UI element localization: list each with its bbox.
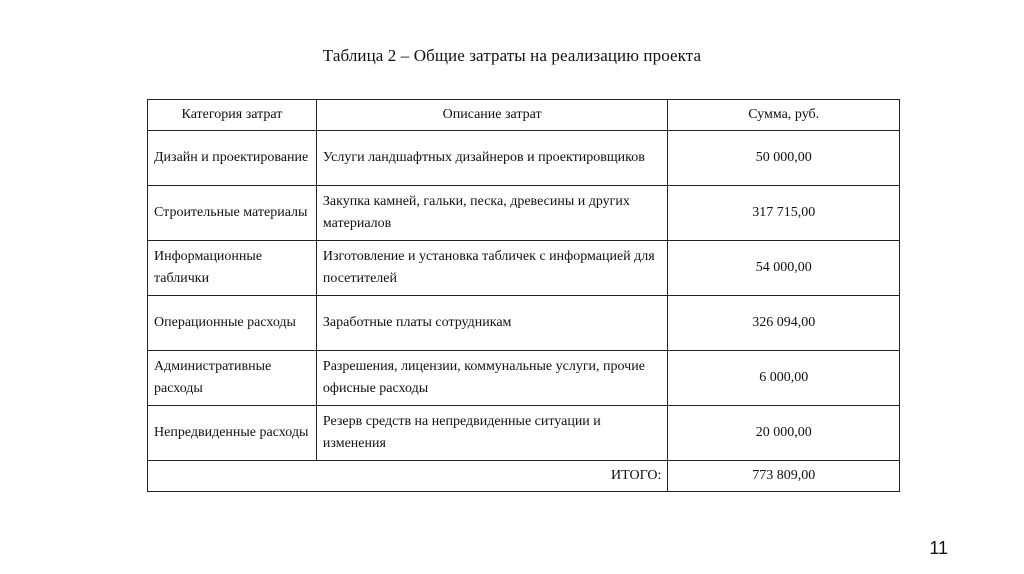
- table-row: [148, 296, 900, 351]
- header-category: Категория затрат: [148, 100, 317, 131]
- cell-category: Непредвиденные расходы: [148, 406, 317, 461]
- cell-category: Строительные материалы: [148, 186, 317, 241]
- total-value: 773 809,00: [668, 461, 900, 492]
- table-row: [148, 406, 900, 461]
- cell-sum: 54 000,00: [668, 241, 900, 296]
- page-number: 11: [929, 538, 948, 558]
- table-row: [148, 131, 900, 186]
- total-row: [148, 461, 900, 492]
- table-row: [148, 241, 900, 296]
- cell-sum: 20 000,00: [668, 406, 900, 461]
- cell-description: Заработные платы сотрудникам: [316, 296, 667, 351]
- cell-description: Разрешения, лицензии, коммунальные услуги, прочие офисные расходы: [316, 351, 667, 406]
- cost-table: [147, 99, 900, 492]
- table-row: [148, 186, 900, 241]
- cell-description: Услуги ландшафтных дизайнеров и проектировщиков: [316, 131, 667, 186]
- cell-category: Административные расходы: [148, 351, 317, 406]
- header-sum: Сумма, руб.: [668, 100, 900, 131]
- cell-sum: 326 094,00: [668, 296, 900, 351]
- cell-description: Закупка камней, гальки, песка, древесины и других материалов: [316, 186, 667, 241]
- cell-description: Резерв средств на непредвиденные ситуации и изменения: [316, 406, 667, 461]
- cell-category: Дизайн и проектирование: [148, 131, 317, 186]
- cell-description: Изготовление и установка табличек с информацией для посетителей: [316, 241, 667, 296]
- cell-sum: 317 715,00: [668, 186, 900, 241]
- table-header-row: [148, 100, 900, 131]
- total-label: ИТОГО:: [148, 461, 668, 492]
- cell-category: Операционные расходы: [148, 296, 317, 351]
- cell-sum: 50 000,00: [668, 131, 900, 186]
- cell-sum: 6 000,00: [668, 351, 900, 406]
- cell-category: Информационные таблички: [148, 241, 317, 296]
- header-description: Описание затрат: [316, 100, 667, 131]
- table-row: [148, 351, 900, 406]
- table-title: Таблица 2 – Общие затраты на реализацию проекта: [322, 46, 702, 65]
